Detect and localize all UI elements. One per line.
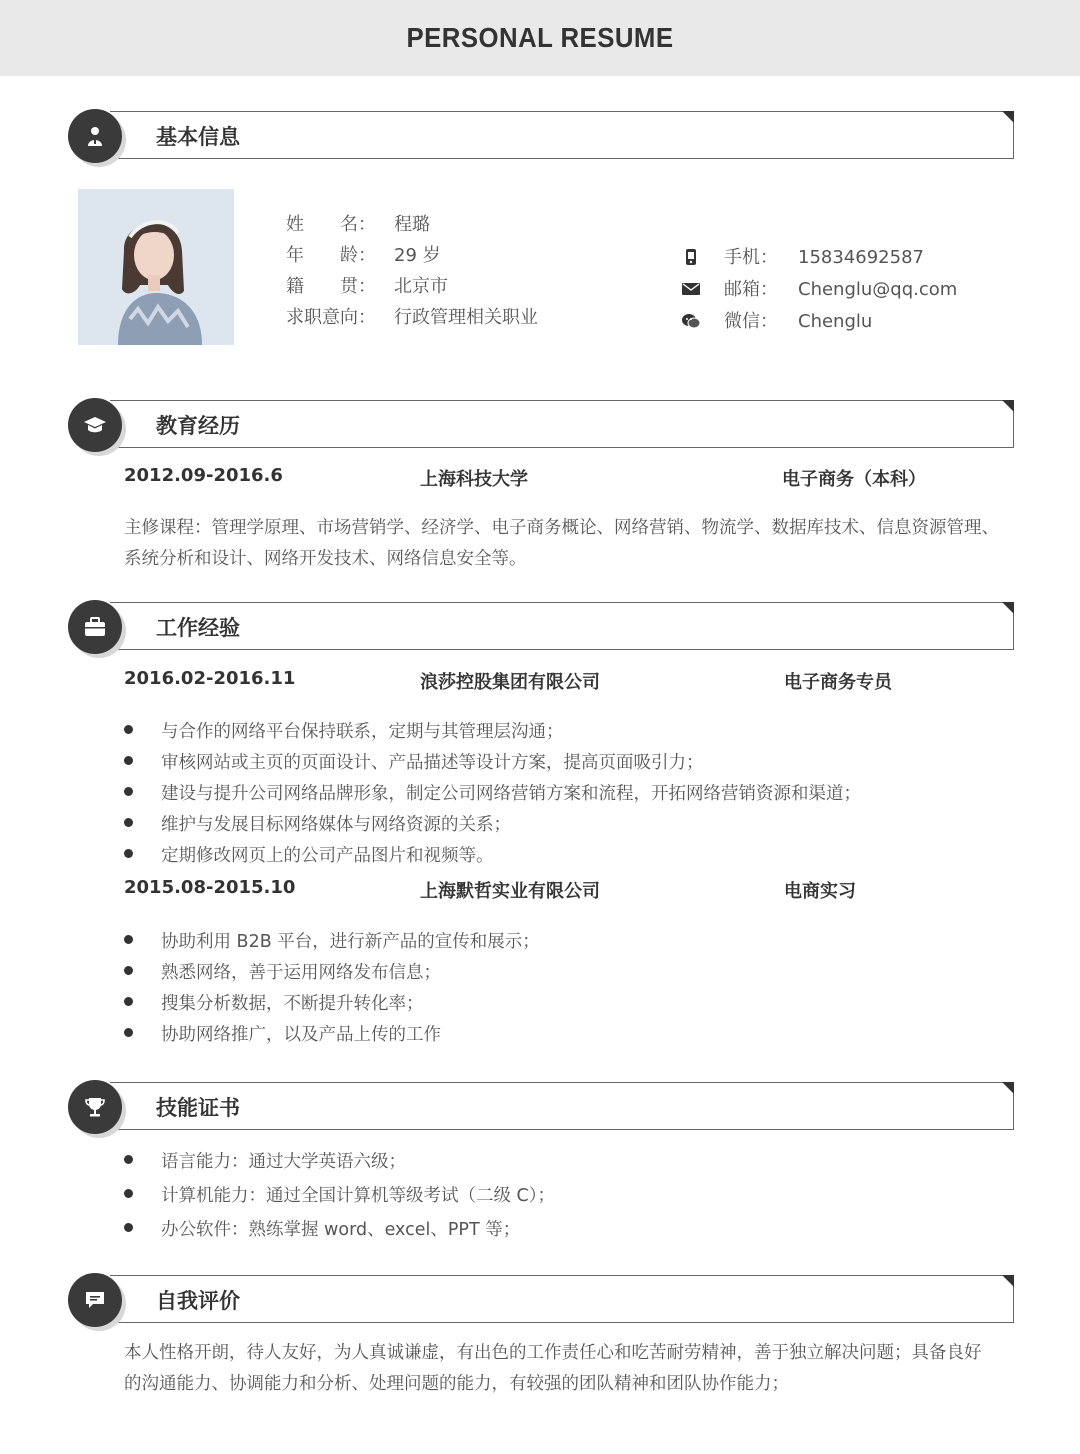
wechat-icon [680,312,702,330]
job-role: 电商实习 [784,881,856,902]
list-item: 计算机能力：通过全国计算机等级考试（二级 C）； [124,1182,555,1207]
section-title: 基本信息 [156,125,240,149]
info-value: 29 岁 [394,245,441,266]
info-value: 北京市 [394,276,448,297]
contact-value: Chenglu [798,311,873,332]
section-header-bar [110,1082,1014,1130]
contact-phone [680,243,924,269]
info-origin [286,272,448,298]
list-item: 办公软件：熟练掌握 word、excel、PPT 等； [124,1216,520,1241]
list-item: 维护与发展目标网络媒体与网络资源的关系； [124,811,511,836]
profile-photo [78,189,234,345]
info-name [286,210,430,236]
section-header-bar [110,111,1014,159]
contact-wechat [680,307,872,333]
contact-label: 邮箱： [724,279,778,300]
list-item: 协助利用 B2B 平台，进行新产品的宣传和展示； [124,928,540,953]
section-skills [68,1080,1018,1140]
list-item: 搜集分析数据，不断提升转化率； [124,990,424,1015]
list-item: 协助网络推广，以及产品上传的工作 [124,1021,441,1046]
phone-icon [680,248,702,266]
contact-value: Chenglu@qq.com [798,279,958,300]
section-icon-circle [68,398,122,452]
page-title: PERSONAL RESUME [406,22,674,53]
education-school: 上海科技大学 [420,469,528,490]
section-title: 技能证书 [156,1096,240,1120]
education-courses: 主修课程：管理学原理、市场营销学、经济学、电子商务概论、网络营销、物流学、数据库技术、信息资源管理、系统分析和设计、网络开发技术、网络信息安全等。 [124,518,999,569]
education-period: 2012.09-2016.6 [124,465,283,486]
section-icon-circle [68,1080,122,1134]
section-icon-circle [68,109,122,163]
info-age [286,241,441,267]
section-education [68,398,1018,458]
job-period: 2015.08-2015.10 [124,877,296,898]
list-item: 熟悉网络，善于运用网络发布信息； [124,959,441,984]
info-value: 程璐 [394,214,430,235]
section-self-evaluation [68,1273,1018,1333]
section-header-bar [110,1275,1014,1323]
info-label: 籍 贯： [286,276,376,297]
page-header [0,0,1080,76]
contact-value: 15834692587 [798,247,924,268]
job-period: 2016.02-2016.11 [124,668,296,689]
envelope-icon [680,280,702,298]
section-icon-circle [68,600,122,654]
section-title: 工作经验 [156,616,240,640]
section-title: 教育经历 [156,414,240,438]
trophy-icon [83,1095,107,1119]
info-label: 年 龄： [286,245,376,266]
list-item: 建设与提升公司网络品牌形象，制定公司网络营销方案和流程，开拓网络营销资源和渠道； [124,780,861,805]
person-icon [83,124,107,148]
list-item: 审核网站或主页的页面设计、产品描述等设计方案，提高页面吸引力； [124,749,704,774]
contact-label: 微信： [724,311,778,332]
list-item: 语言能力：通过大学英语六级； [124,1148,406,1173]
section-work [68,600,1018,660]
info-label: 求职意向： [286,307,376,328]
info-job-intent [286,303,538,329]
self-evaluation-text: 本人性格开朗，待人友好，为人真诚谦虚，有出色的工作责任心和吃苦耐劳精神，善于独立解决问题；具备良好的沟通能力、协调能力和分析、处理问题的能力，有较强的团队精神和团队协作能力； [124,1343,982,1394]
section-basic-info [68,109,1018,169]
contact-email [680,275,957,301]
info-value: 行政管理相关职业 [394,307,538,328]
briefcase-icon [83,615,107,639]
list-item: 与合作的网络平台保持联系，定期与其管理层沟通； [124,718,564,743]
education-major: 电子商务（本科） [782,469,926,490]
job-role: 电子商务专员 [784,672,892,693]
job-company: 浪莎控股集团有限公司 [420,672,600,693]
section-title: 自我评价 [156,1289,240,1313]
contact-label: 手机： [724,247,778,268]
section-header-bar [110,400,1014,448]
section-header-bar [110,602,1014,650]
info-label: 姓 名： [286,214,376,235]
section-icon-circle [68,1273,122,1327]
list-item: 定期修改网页上的公司产品图片和视频等。 [124,842,494,867]
graduation-cap-icon [83,413,107,437]
job-company: 上海默哲实业有限公司 [420,881,600,902]
chat-bubble-icon [83,1288,107,1312]
